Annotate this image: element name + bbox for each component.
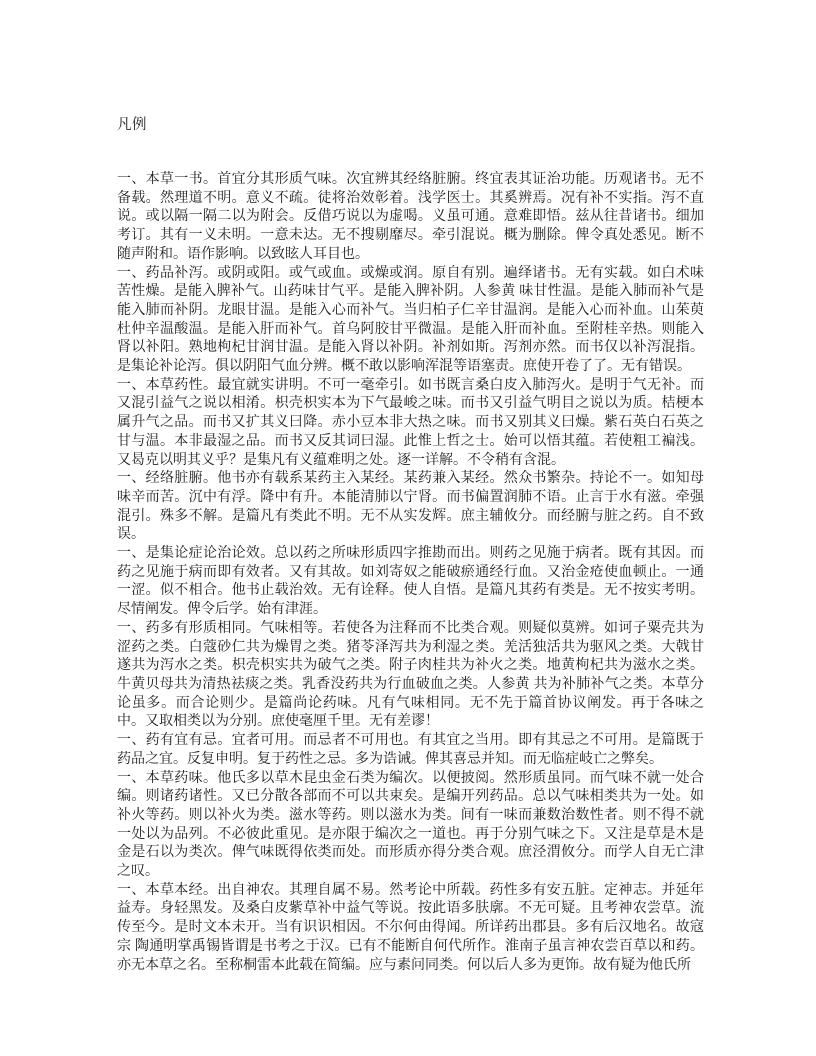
paragraph: 一、药品补泻。或阴或阳。或气或血。或燥或润。原自有别。遍绎诸书。无有实载。如白术味苦性燥。是能入脾补气。山药味甘气平。是能入脾补阴。人参黄 味甘性温。是能入肺而补气是能入肺而补阴。龙眼甘温。是能入心而补气。当归柏子仁辛甘温润。是能入心而补血。山茱萸杜仲辛温酸温。是能入肝而补气。首乌阿胶甘平微温。是能入肝而补血。至附桂辛热。则能入肾以补阳。熟地枸杞甘润甘温。是能入肾以补阴。补剂如斯。泻剂亦然。而书仅以补泻混指。是集论补论泻。俱以阴阳气血分辨。概不敢以影响浑混等语塞责。庶使开卷了了。无有错误。: [117, 265, 704, 375]
paragraph: 一、本草药性。最宜就实讲明。不可一毫牵引。如书既言桑白皮入肺泻火。是明于气无补。而又混引益气之说以相淆。枳壳枳实本为下气最峻之味。而书又引益气明目之说以为质。桔梗本属升气之品。而书又扩其义曰降。赤小豆本非大热之味。而书又别其义曰燥。紫石英白石英之甘与温。本非最湿之品。而书又反其词曰湿。此惟上哲之士。始可以悟其蕴。若使粗工褊浅。又曷克以明其义乎？是集凡有义蕴难明之处。逐一详解。不令稍有含混。: [117, 377, 704, 468]
paragraph: 一、本草一书。首宜分其形质气味。次宜辨其经络脏腑。终宜表其证治功能。历观诸书。无不备载。然理道不明。意义不疏。徒将治效彰着。浅学医士。其奚辨焉。况有补不实指。泻不直说。或以隔一隔二以为附会。反借巧说以为虚喝。义虽可通。意难即悟。兹从往昔诸书。细加考订。其有一义未明。一意未达。无不搜剔靡尽。牵引混说。概为删除。俾令真处悉见。断不随声附和。语作影响。以致眩人耳目也。: [117, 172, 704, 262]
paragraph: 一、药多有形质相同。气味相等。若使各为注释而不比类合观。则疑似莫辨。如诃子粟壳共为涩药之类。白蔻砂仁共为燥胃之类。猪苓泽泻共为利湿之类。羌活独活共为驱风之类。大戟甘遂共为泻水之类。枳壳枳实共为破气之类。附子肉桂共为补火之类。地黄枸杞共为滋水之类。牛黄贝母共为清热祛痰之类。乳香没药共为行血破血之类。人参黄 共为补肺补气之类。本草分论虽多。而合论则少。是篇尚论药味。凡有气味相同。无不先于篇首协议阐发。再于各味之中。又取相类以为分别。庶使毫厘千里。无有差谬！: [117, 620, 704, 730]
paragraph: 一、经络脏腑。他书亦有载系某药主入某经。某药兼入某经。然众书繁杂。持论不一。如知母味辛而苦。沉中有浮。降中有升。本能清肺以宁肾。而书偏置润肺不语。止言于水有滋。牵强混引。殊多不解。是篇凡有类此不明。无不从实发辉。庶主辅攸分。而经腑与脏之药。自不致误。: [117, 471, 704, 543]
paragraph: 一、是集论症论治论效。总以药之所味形质四字推勘而出。则药之见施于病者。既有其因。而药之见施于病而即有效者。又有其故。如刘寄奴之能破瘀通经行血。又治金疮使血顿止。一通一涩。似不相合。他书止载治效。无有诠释。使人自悟。是篇凡其药有类是。无不按实考明。尽情阐发。俾令后学。始有津涯。: [117, 546, 704, 618]
paragraph: 一、本草本经。出自神农。其理自属不易。然考论中所载。药性多有安五脏。定神志。并延年益寿。身轻黑发。及桑白皮紫草补中益气等说。按此语多肤廓。不无可疑。且考神农尝草。流传至今。是时文本未开。当有识识相因。不尔何由得闻。所详药出郡县。多有后汉地名。故寇宗 陶通明掌禹锡皆谓是书考之于汉。已有不能断自何代所作。淮南子虽言神农尝百草以和药。亦无本草之名。至称桐雷本此载在简编。应与素问同类。何以后人多为更饰。故有疑为他氏所: [117, 882, 704, 973]
document-body: [117, 171, 704, 975]
paragraph: 一、本草药味。他氏多以草木昆虫金石类为编次。以便披阅。然形质虽同。而气味不就一处合编。则诸药诸性。又已分散各部而不可以共束矣。是编开列药品。总以气味相类共为一处。如补火等药。则以补火为类。滋水等药。则以滋水为类。间有一味而兼数治数性者。则不得不就一处以为品列。不必彼此重见。是亦限于编次之一道也。再于分别气味之下。又注是草是木是金是石以为类次。俾气味既得依类而处。而形质亦得分类合观。庶泾渭攸分。而学人自无亡津之叹。: [117, 770, 704, 880]
paragraph: 一、药有宜有忌。宜者可用。而忌者不可用也。有其宜之当用。即有其忌之不可用。是篇既于药品之宜。反复申明。复于药性之忌。多为诰诫。俾其喜忌并知。而无临症岐亡之弊矣。: [117, 733, 704, 767]
page-title: 凡例: [117, 117, 147, 133]
